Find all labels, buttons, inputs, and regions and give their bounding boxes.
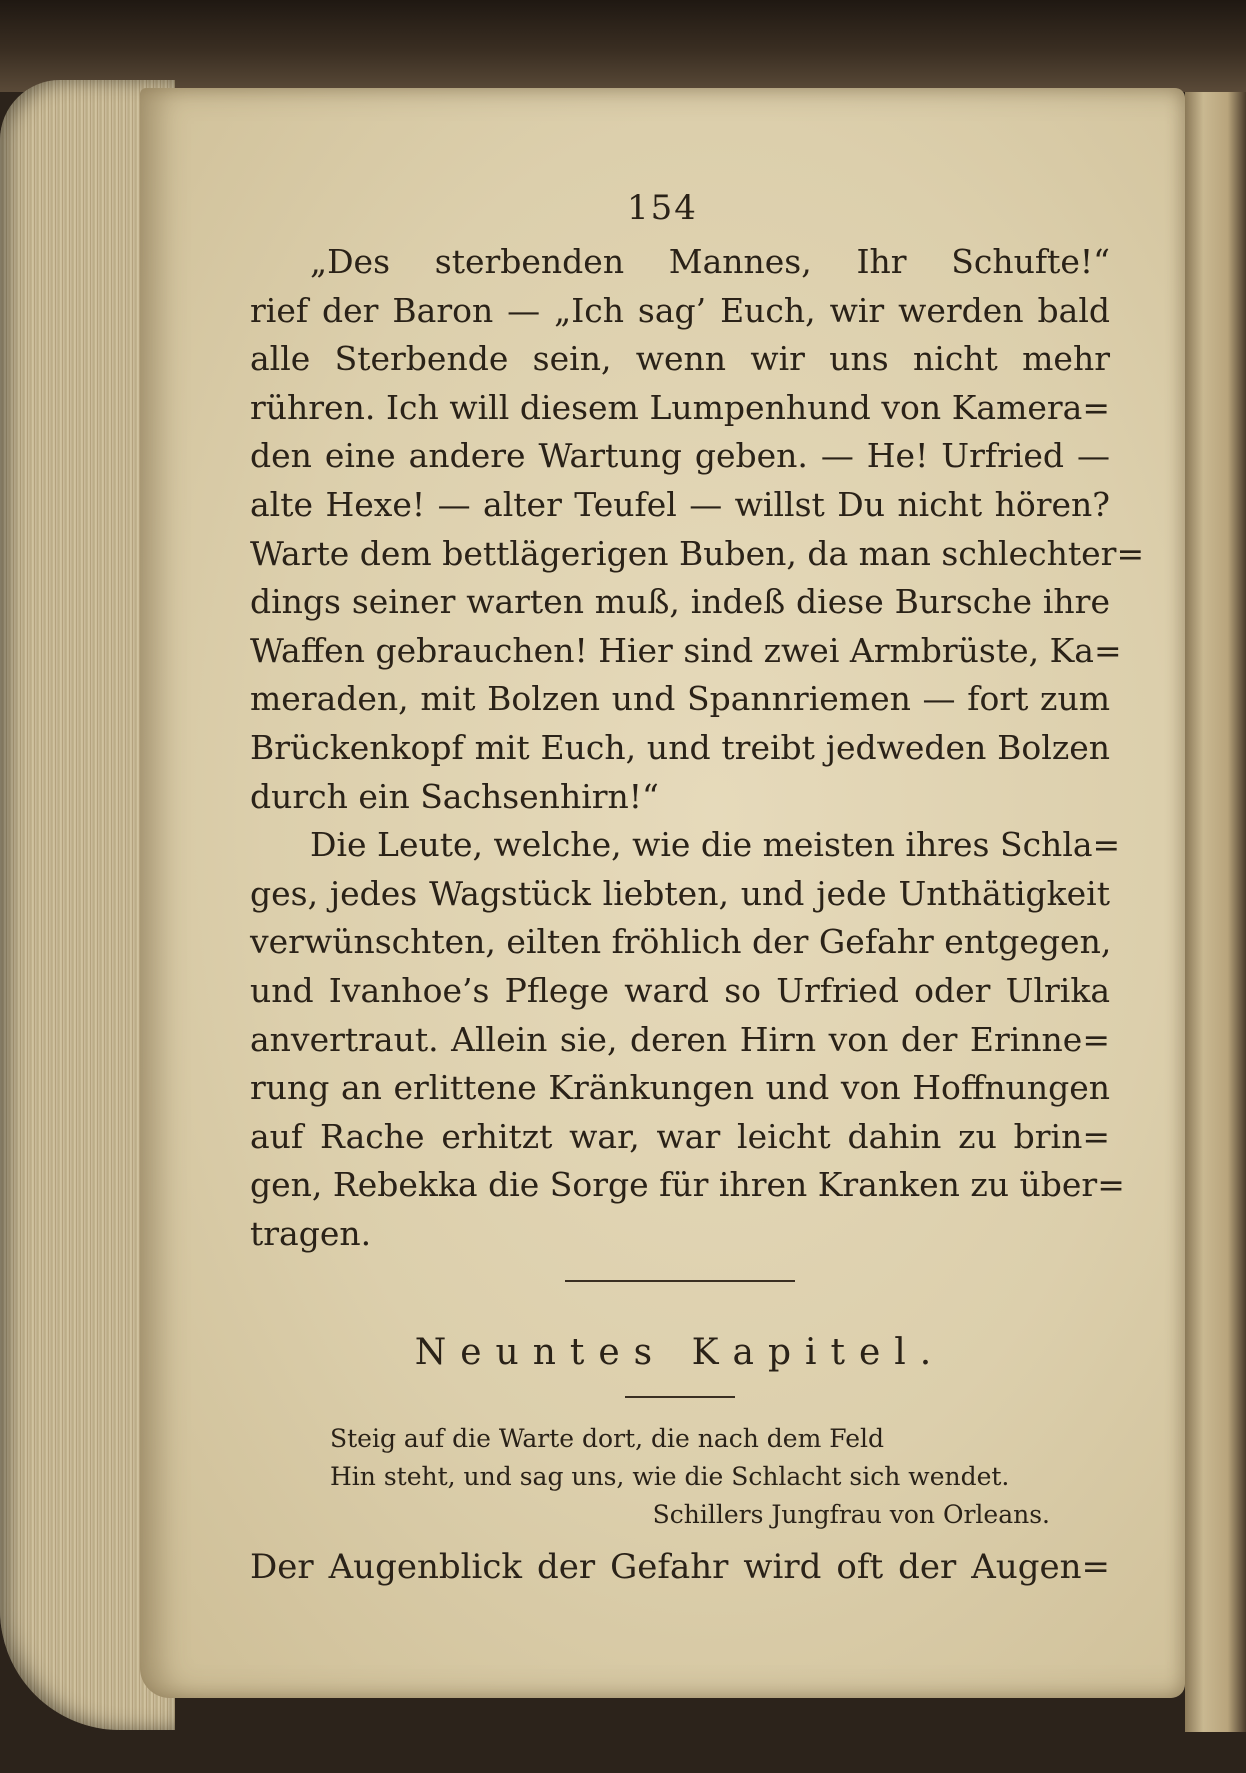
text-line: „Des sterbenden Mannes, Ihr Schufte!“	[310, 242, 1110, 281]
page-edge-right	[1185, 92, 1246, 1732]
text-line: Waffen gebrauchen! Hier sind zwei Armbrüste, Ka=	[250, 630, 1122, 670]
text-line: ges, jedes Wagstück liebten, und jede Unthätigkeit	[250, 873, 1110, 913]
text-line: dings seiner warten muß, indeß diese Bursche ihre	[250, 582, 1110, 622]
text-line: auf Rache erhitzt war, war leicht dahin zu brin=	[250, 1116, 1110, 1156]
paragraph-2	[250, 821, 1125, 1258]
epigraph-line: Hin steht, und sag uns, wie die Schlacht sich wendet.	[330, 1462, 1010, 1492]
text-block	[250, 238, 1145, 1594]
epigraph	[250, 1420, 1050, 1534]
text-line: Brückenkopf mit Euch, und treibt jedweden Bolzen	[250, 727, 1110, 767]
text-line: tragen.	[250, 1213, 372, 1253]
text-line: rung an erlittene Kränkungen und von Hoffnungen	[250, 1068, 1110, 1108]
text-line: alte Hexe! — alter Teufel — willst Du nicht hören?	[250, 484, 1110, 524]
chapter-title: Neuntes Kapitel.	[414, 1332, 946, 1374]
text-line: und Ivanhoe’s Pflege ward so Urfried oder Ulrika	[250, 970, 1110, 1010]
text-line: meraden, mit Bolzen und Spannriemen — fort zum	[250, 679, 1110, 719]
text-line: anvertraut. Allein sie, deren Hirn von der Erinne=	[250, 1019, 1110, 1059]
text-line: rief der Baron — „Ich sag’ Euch, wir werden bald	[250, 290, 1110, 330]
text-line: verwünschten, eilten fröhlich der Gefahr entgegen,	[250, 922, 1112, 962]
page-number: 154	[627, 188, 698, 228]
epigraph-source: Schillers Jungfrau von Orleans.	[652, 1500, 1050, 1530]
book-page	[140, 88, 1185, 1698]
text-line: alle Sterbende sein, wenn wir uns nicht mehr	[250, 339, 1110, 379]
text-line: durch ein Sachsenhirn!“	[250, 776, 659, 816]
paragraph-1	[250, 238, 1145, 821]
chapter-divider	[625, 1396, 735, 1398]
text-line: Der Augenblick der Gefahr wird oft der Augen=	[250, 1547, 1110, 1588]
text-line: Warte dem bettlägerigen Buben, da man schlechter=	[250, 533, 1145, 573]
text-line: rühren. Ich will diesem Lumpenhund von Kamera=	[250, 387, 1110, 427]
text-line: gen, Rebekka die Sorge für ihren Kranken zu über=	[250, 1165, 1125, 1205]
text-line: den eine andere Wartung geben. — He! Urfried —	[250, 436, 1110, 476]
text-line: Die Leute, welche, wie die meisten ihres Schla=	[310, 825, 1121, 865]
section-divider	[565, 1280, 795, 1282]
epigraph-line: Steig auf die Warte dort, die nach dem Feld	[330, 1424, 884, 1454]
book-binding-top	[0, 0, 1246, 92]
